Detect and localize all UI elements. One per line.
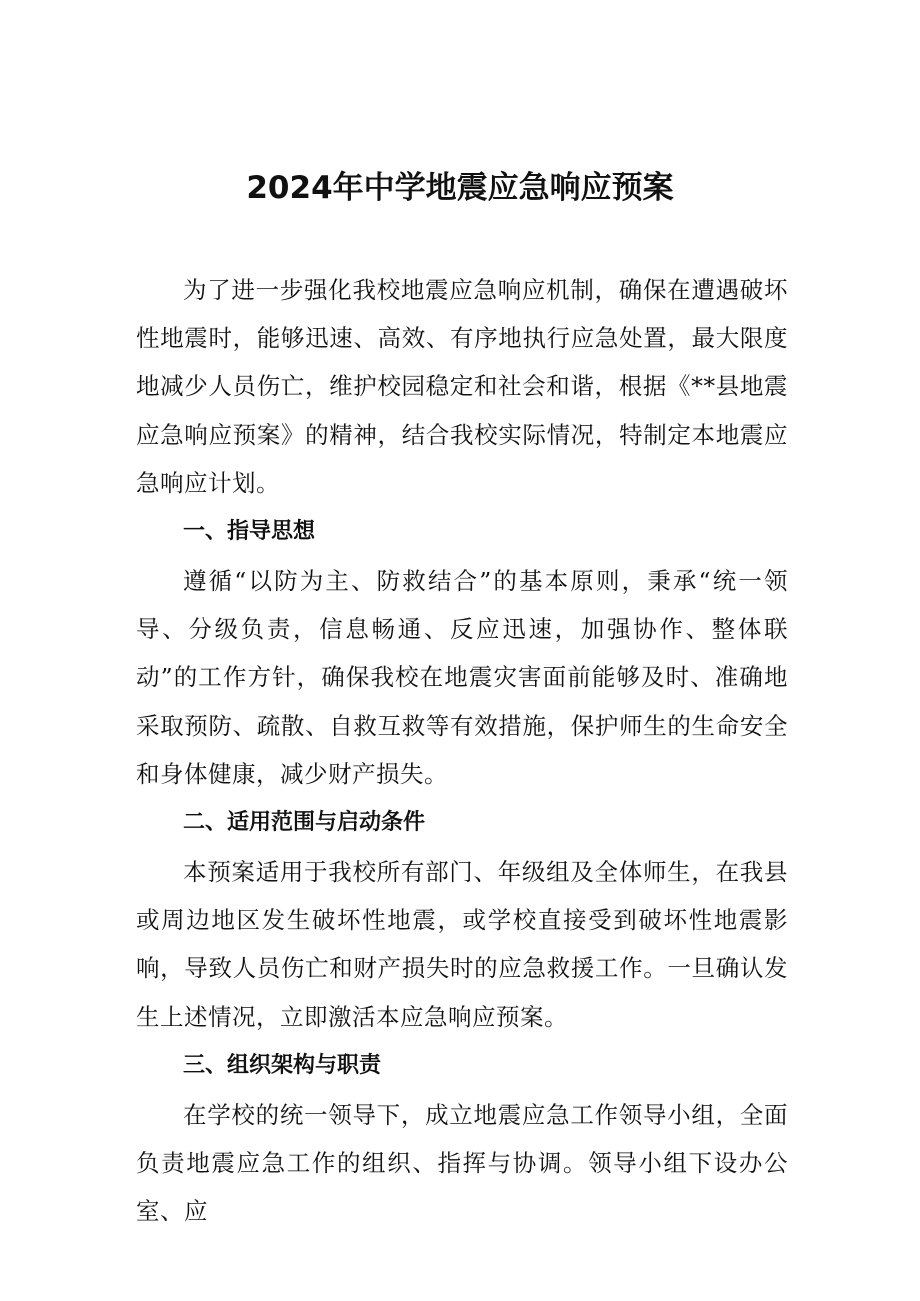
section-heading-organization: 三、组织架构与职责 <box>183 1052 382 1078</box>
section-paragraph-organization: 在学校的统一领导下，成立地震应急工作领导小组，全面负责地震应急工作的组织、指挥与协调。领导小组下设办公室、应 <box>136 1100 788 1226</box>
section-paragraph-scope: 本预案适用于我校所有部门、年级组及全体师生，在我县或周边地区发生破坏性地震，或学校直接受到破坏性地震影响，导致人员伤亡和财产损失时的应急救援工作。一旦确认发生上述情况，立即激活本应急响应预案。 <box>136 858 788 1031</box>
section-heading-guiding-ideology: 一、指导思想 <box>183 519 316 545</box>
section-paragraph-guiding-ideology: 遵循“以防为主、防救结合”的基本原则，秉承“统一领导、分级负责，信息畅通、反应迅速，加强协作、整体联动”的工作方针，确保我校在地震灾害面前能够及时、准确地采取预防、疏散、自救互救等有效措施，保护师生的生命安全和身体健康，减少财产损失。 <box>136 567 788 788</box>
document-title: 2024年中学地震应急响应预案 <box>246 170 674 206</box>
section-heading-scope: 二、适用范围与启动条件 <box>183 810 426 836</box>
intro-paragraph: 为了进一步强化我校地震应急响应机制，确保在遭遇破坏性地震时，能够迅速、高效、有序地执行应急处置，最大限度地减少人员伤亡，维护校园稳定和社会和谐，根据《**县地震应急响应预案》的精神，结合我校实际情况，特制定本地震应急响应计划。 <box>136 276 788 497</box>
document-body <box>136 266 788 1235</box>
